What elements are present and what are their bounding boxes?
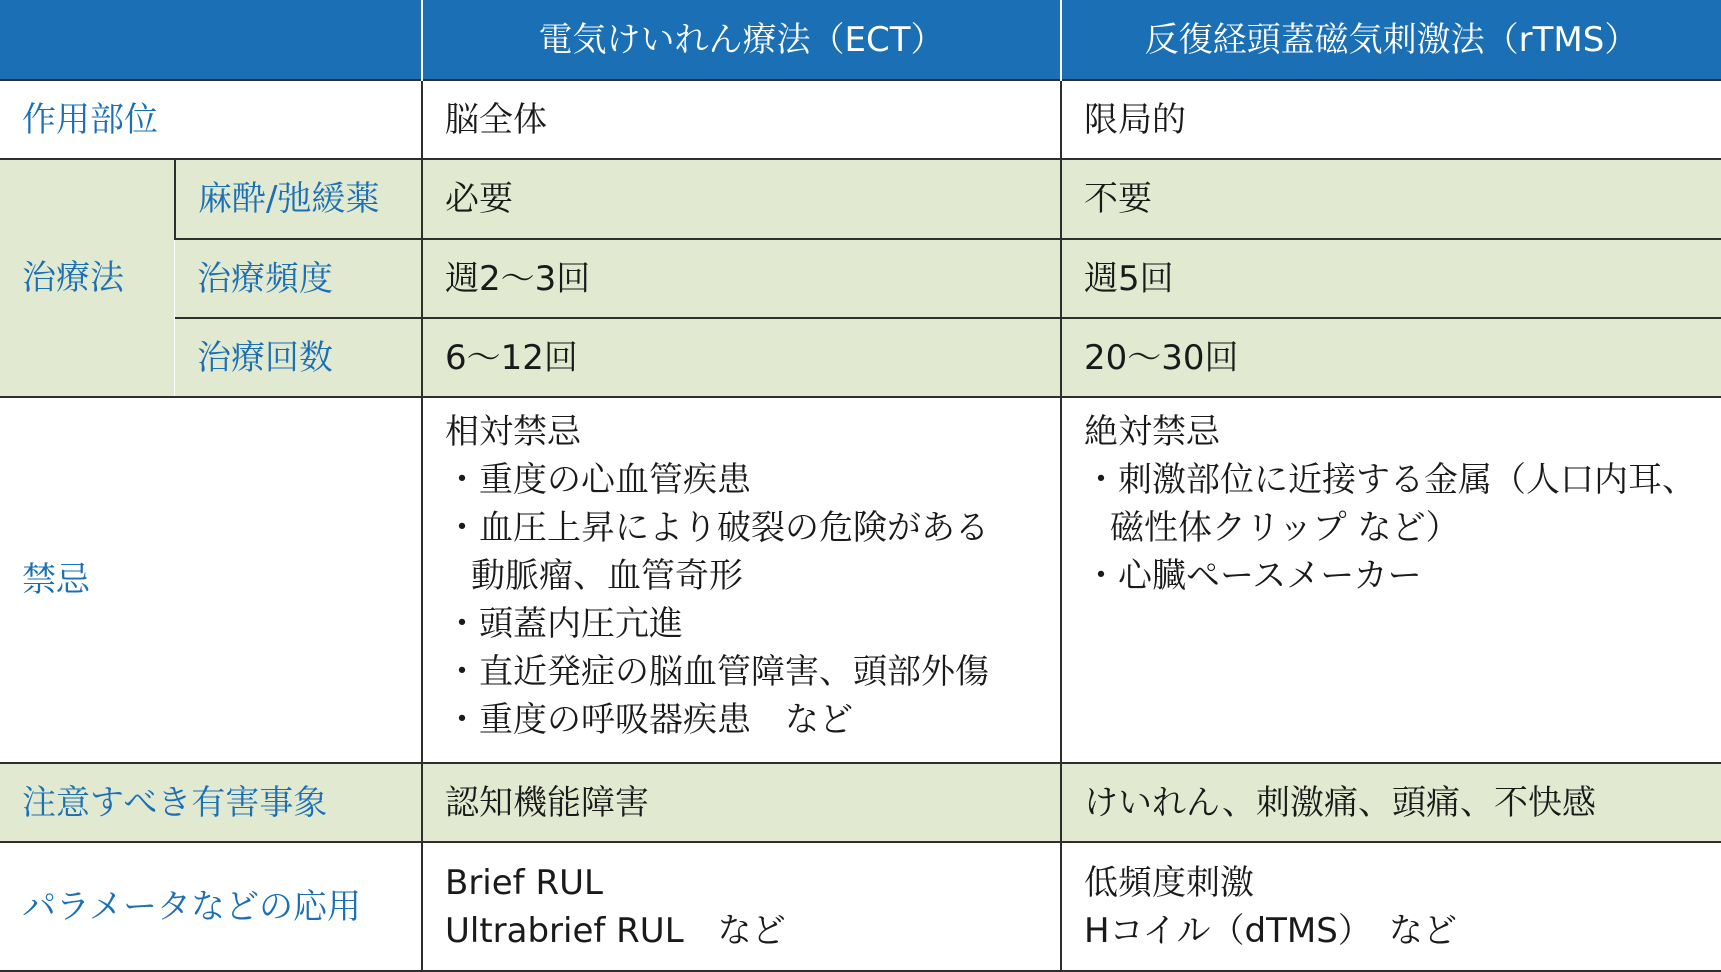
row-contraindication	[0, 397, 1721, 763]
header-ect: 電気けいれん療法（ECT）	[422, 0, 1061, 80]
ect-contra-item: ・直近発症の脳血管障害、頭部外傷	[445, 652, 989, 692]
site-ect: 脳全体	[422, 80, 1061, 159]
site-rtms: 限局的	[1061, 80, 1721, 159]
site-label: 作用部位	[0, 80, 422, 159]
ect-contra-item: 動脈瘤、血管奇形	[471, 556, 743, 596]
parameters-ect-line: Brief RUL	[445, 862, 603, 903]
adverse-label: 注意すべき有害事象	[0, 763, 422, 842]
anesthesia-rtms: 不要	[1061, 159, 1721, 239]
parameters-rtms	[1061, 842, 1721, 971]
parameters-rtms-line: Hコイル（dTMS） など	[1084, 910, 1457, 951]
rtms-contra-item: ・刺激部位に近接する金属（人口内耳、	[1084, 460, 1696, 500]
ect-contra-title: 相対禁忌	[445, 412, 581, 452]
contraindication-label: 禁忌	[0, 397, 422, 763]
count-label: 治療回数	[175, 318, 422, 397]
ect-contra-item: ・重度の呼吸器疾患 など	[445, 700, 853, 740]
anesthesia-ect: 必要	[422, 159, 1061, 239]
parameters-ect	[422, 842, 1061, 971]
header-row	[0, 0, 1721, 80]
count-ect: 6～12回	[422, 318, 1061, 397]
count-rtms: 20～30回	[1061, 318, 1721, 397]
header-blank-cell	[0, 0, 422, 80]
parameters-label: パラメータなどの応用	[0, 842, 422, 971]
ect-contra-item: ・頭蓋内圧亢進	[445, 604, 683, 644]
ect-contra-item: ・重度の心血管疾患	[445, 460, 751, 500]
anesthesia-label: 麻酔/弛緩薬	[175, 159, 422, 239]
adverse-rtms: けいれん、刺激痛、頭痛、不快感	[1061, 763, 1721, 842]
contraindication-rtms	[1061, 397, 1721, 763]
parameters-ect-line: Ultrabrief RUL など	[445, 910, 786, 951]
rtms-contra-title: 絶対禁忌	[1084, 412, 1220, 452]
adverse-ect: 認知機能障害	[422, 763, 1061, 842]
row-count	[0, 318, 1721, 397]
treatment-label: 治療法	[0, 159, 175, 397]
rtms-contra-item: ・心臓ペースメーカー	[1084, 556, 1422, 596]
row-site	[0, 80, 1721, 159]
row-parameters	[0, 842, 1721, 971]
parameters-rtms-line: 低頻度刺激	[1084, 862, 1254, 903]
row-adverse	[0, 763, 1721, 842]
frequency-ect: 週2～3回	[422, 239, 1061, 318]
ect-contra-item: ・血圧上昇により破裂の危険がある	[445, 508, 989, 548]
frequency-label: 治療頻度	[175, 239, 422, 318]
frequency-rtms: 週5回	[1061, 239, 1721, 318]
contraindication-ect	[422, 397, 1061, 763]
rtms-contra-item: 磁性体クリップ など）	[1110, 508, 1460, 548]
header-rtms: 反復経頭蓋磁気刺激法（rTMS）	[1061, 0, 1721, 80]
row-frequency	[0, 239, 1721, 318]
row-anesthesia	[0, 159, 1721, 239]
